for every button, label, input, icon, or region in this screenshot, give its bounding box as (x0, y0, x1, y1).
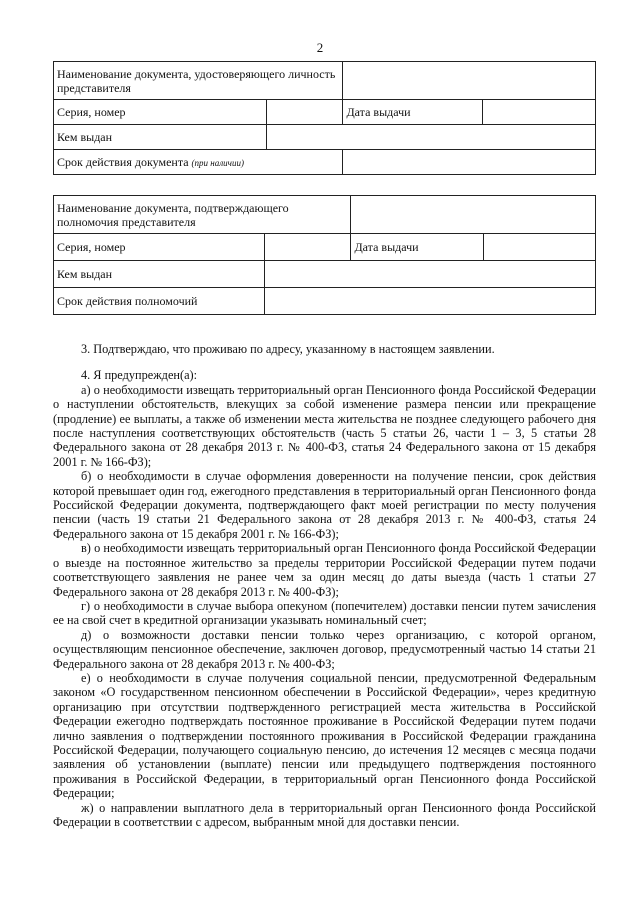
statement-item-4-heading: 4. Я предупрежден(а): (81, 368, 198, 383)
authority-doc-name-field[interactable] (351, 196, 596, 234)
statement-item-4d: д) о возможности доставки пенсии только через организацию, с которой органом, осуществляющим пенсионное обеспечение, заключен договор, предусмотренный частью 14 статьи 21 Федерального закона от 28 декабря 2013 г. № 400-ФЗ; (53, 627, 596, 671)
representative-validity-field[interactable] (343, 150, 596, 175)
statement-item-4v: в) о необходимости извещать территориальный орган Пенсионного фонда Российской Федерации о выезде на постоянное жительство за пределы территории Российской Федерации путем подачи соответствующего заявления не ранее чем за один месяц до даты выезда (часть 1 статьи 27 Федерального закона от 28 декабря 2013 г. № 400-ФЗ); (53, 541, 596, 599)
representative-issued-by-label: Кем выдан (54, 125, 267, 150)
statement-item-4g: г) о необходимости в случае выбора опекуном (попечителем) доставки пенсии путем зачисления ее на свой счет в кредитной организации указывать номинальный счет; (53, 598, 596, 628)
representative-validity-note: (при наличии) (191, 157, 244, 168)
statement-item-4zh: ж) о направлении выплатного дела в территориальный орган Пенсионного фонда Российской Федерации в соответствии с адресом, выбранным мной для доставки пенсии. (53, 800, 596, 829)
representative-document-table (53, 61, 596, 175)
representative-issue-date-label: Дата выдачи (343, 100, 483, 125)
authority-validity-field[interactable] (264, 288, 595, 315)
authority-validity-label: Срок действия полномочий (54, 288, 265, 315)
representative-validity-text: Срок действия документа (57, 154, 189, 169)
representative-validity-label (54, 150, 343, 175)
page-number: 2 (316, 40, 324, 55)
statement-item-4e: е) о необходимости в случае получения социальной пенсии, предусмотренной Федеральным законом «О государственном пенсионном обеспечении в Российской Федерации», через кредитную организацию при отсутствии подтвержденного регистрацией места жительства в Российской Федерации ежегодно подтверждать постоянное проживание в Российской Федерации путем подачи лично заявления о подтверждении постоянного проживания в Российской Федерации гражданина Российской Федерации, получающего социальную пенсию, до истечения 12 месяцев с месяца подачи заявления об установлении (выплате) пенсии или предыдущего подтверждения постоянного проживания в Российской Федерации, в территориальный орган Пенсионного фонда Российской Федерации; (53, 670, 596, 801)
statement-item-4a: а) о необходимости извещать территориальный орган Пенсионного фонда Российской Федерации о наступлении обстоятельств, влекущих за собой изменение размера пенсии или прекращение (продление) ее выплаты, а также об изменении места жительства не позднее следующего рабочего дня после наступления соответствующих обстоятельств (часть 5 статьи 26, части 1 – 3, 5 статьи 28 Федерального закона от 28 декабря 2013 г. № 400-ФЗ, статья 24 Федерального закона от 15 декабря 2001 г. № 166-ФЗ); (53, 382, 596, 469)
authority-issued-by-label: Кем выдан (54, 261, 265, 288)
representative-doc-name-field[interactable] (343, 62, 596, 100)
authority-issued-by-field[interactable] (264, 261, 595, 288)
statement-item-4b: б) о необходимости в случае оформления доверенности на получение пенсии, срок действия которой превышает один год, ежегодного представления в территориальный орган Пенсионного фонда Российской Федерации документа, подтверждающего факт моей регистрации по месту получения пенсии (часть 19 статьи 21 Федерального закона от 28 декабря 2013 г. № 400-ФЗ, статья 24 Федерального закона от 15 декабря 2001 г. № 166-ФЗ); (53, 469, 596, 541)
authority-series-field[interactable] (264, 234, 351, 261)
statements-section (53, 342, 596, 829)
representative-issue-date-field[interactable] (483, 100, 596, 125)
authority-issue-date-field[interactable] (484, 234, 596, 261)
statement-item-3: 3. Подтверждаю, что проживаю по адресу, указанному в настоящем заявлении. (81, 342, 495, 356)
authority-issue-date-label: Дата выдачи (351, 234, 484, 261)
representative-issued-by-field[interactable] (266, 125, 595, 150)
authority-document-table (53, 195, 596, 315)
representative-series-label: Серия, номер (54, 100, 267, 125)
representative-doc-name-label: Наименование документа, удостоверяющего личность представителя (54, 62, 343, 100)
authority-doc-name-label: Наименование документа, подтверждающего полномочия представителя (54, 196, 351, 234)
representative-series-field[interactable] (266, 100, 343, 125)
authority-series-label: Серия, номер (54, 234, 265, 261)
